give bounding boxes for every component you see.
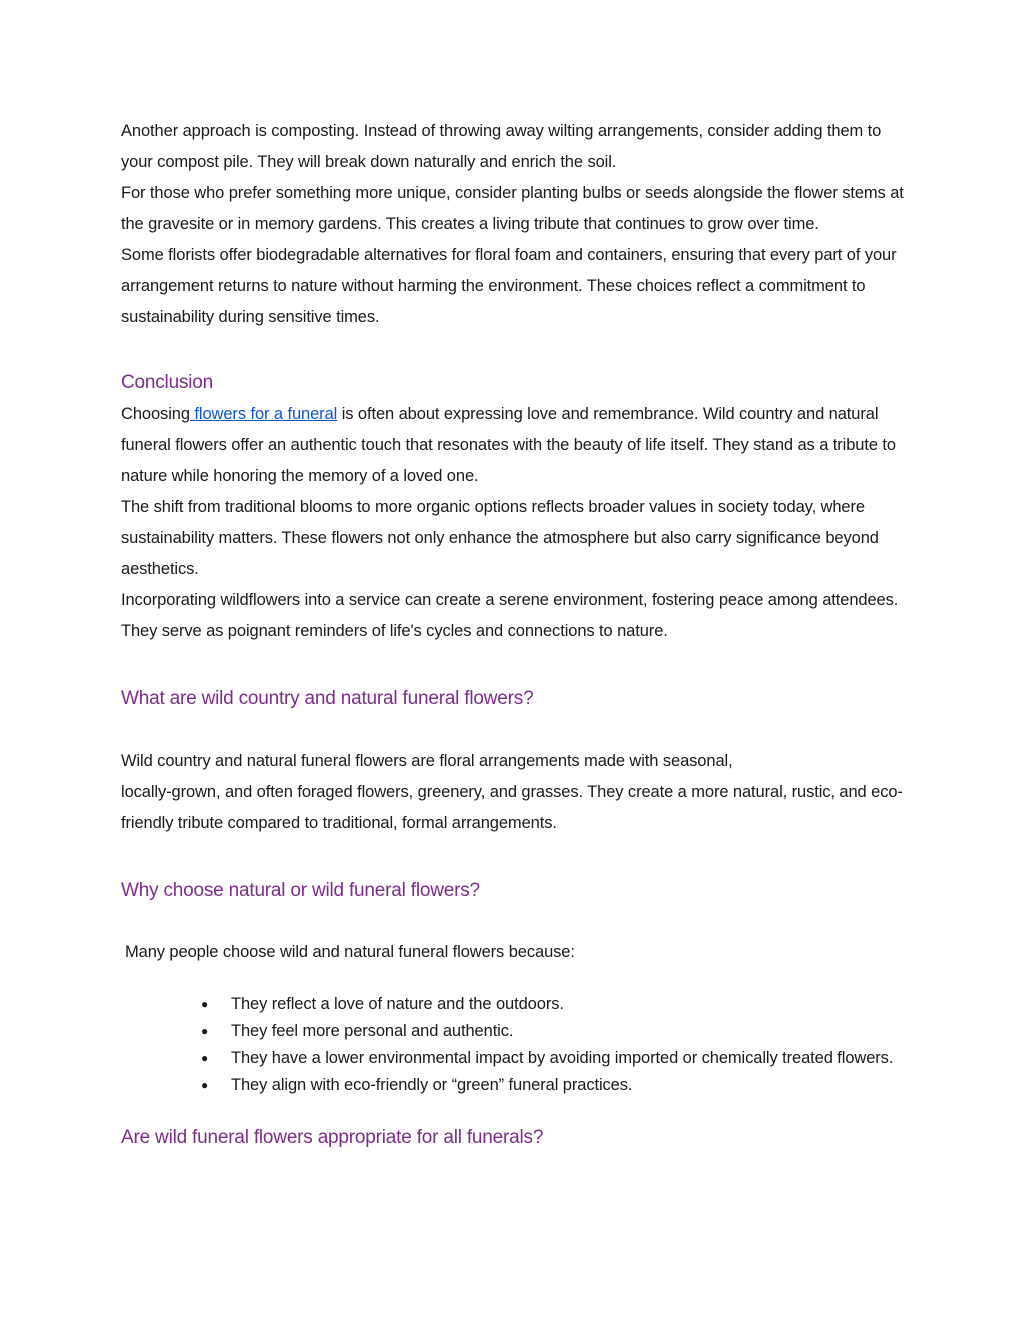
- list-item: ● They reflect a love of nature and the outdoors.: [201, 991, 911, 1017]
- paragraph-why-intro: Many people choose wild and natural funeral flowers because:: [125, 943, 575, 961]
- what-line-1: Wild country and natural funeral flowers are floral arrangements made with seasonal,: [121, 752, 733, 770]
- link-flowers-for-a-funeral[interactable]: flowers for a funeral: [189, 405, 338, 423]
- paragraph-conclusion-lead: [121, 399, 911, 492]
- heading-why-choose: Why choose natural or wild funeral flowers?: [121, 880, 480, 901]
- document-page: [121, 116, 911, 1154]
- paragraph-planting-bulbs: For those who prefer something more unique, consider planting bulbs or seeds alongside the flower stems at the gravesite or in memory gardens. This creates a living tribute that continues to grow over time.: [121, 184, 904, 233]
- paragraph-conclusion-shift: The shift from traditional blooms to more organic options reflects broader values in society today, where sustainability matters. These flowers not only enhance the atmosphere but also carry significance beyond aesthetics.: [121, 498, 879, 578]
- what-line-2: locally-grown, and often foraged flowers, greenery, and grasses. They create a more natural, rustic, and eco-friendly tribute compared to traditional, formal arrangements.: [121, 783, 903, 832]
- list-item: ● They feel more personal and authentic.: [201, 1018, 911, 1044]
- heading-conclusion: Conclusion: [121, 372, 213, 393]
- paragraph-conclusion-wildflowers: Incorporating wildflowers into a service can create a serene environment, fostering peace among attendees. They serve as poignant reminders of life's cycles and connections to nature.: [121, 591, 899, 640]
- paragraph-composting: Another approach is composting. Instead of throwing away wilting arrangements, consider adding them to your compost pile. They will break down naturally and enrich the soil.: [121, 122, 882, 171]
- list-item: ● They have a lower environmental impact by avoiding imported or chemically treated flowers.: [201, 1045, 911, 1071]
- bullet-list-reasons: [121, 991, 911, 1098]
- conclusion-lead-before: Choosing: [121, 405, 190, 423]
- heading-are-appropriate: Are wild funeral flowers appropriate for all funerals?: [121, 1127, 544, 1148]
- heading-what-are-wild-flowers: What are wild country and natural funeral flowers?: [121, 688, 534, 709]
- paragraph-biodegradable: Some florists offer biodegradable alternatives for floral foam and containers, ensuring that every part of your arrangement returns to nature without harming the environment. These choices reflect a commitment to sustainability during sensitive times.: [121, 246, 897, 326]
- paragraph-what-are-wild-flowers: [121, 746, 911, 839]
- list-item: ● They align with eco-friendly or “green” funeral practices.: [201, 1072, 911, 1098]
- conclusion-lead-after: is often about expressing love and remembrance. Wild country and natural funeral flowers offer an authentic touch that resonates with the beauty of life itself. They stand as a tribute to nature while honoring the memory of a loved one.: [121, 405, 896, 485]
